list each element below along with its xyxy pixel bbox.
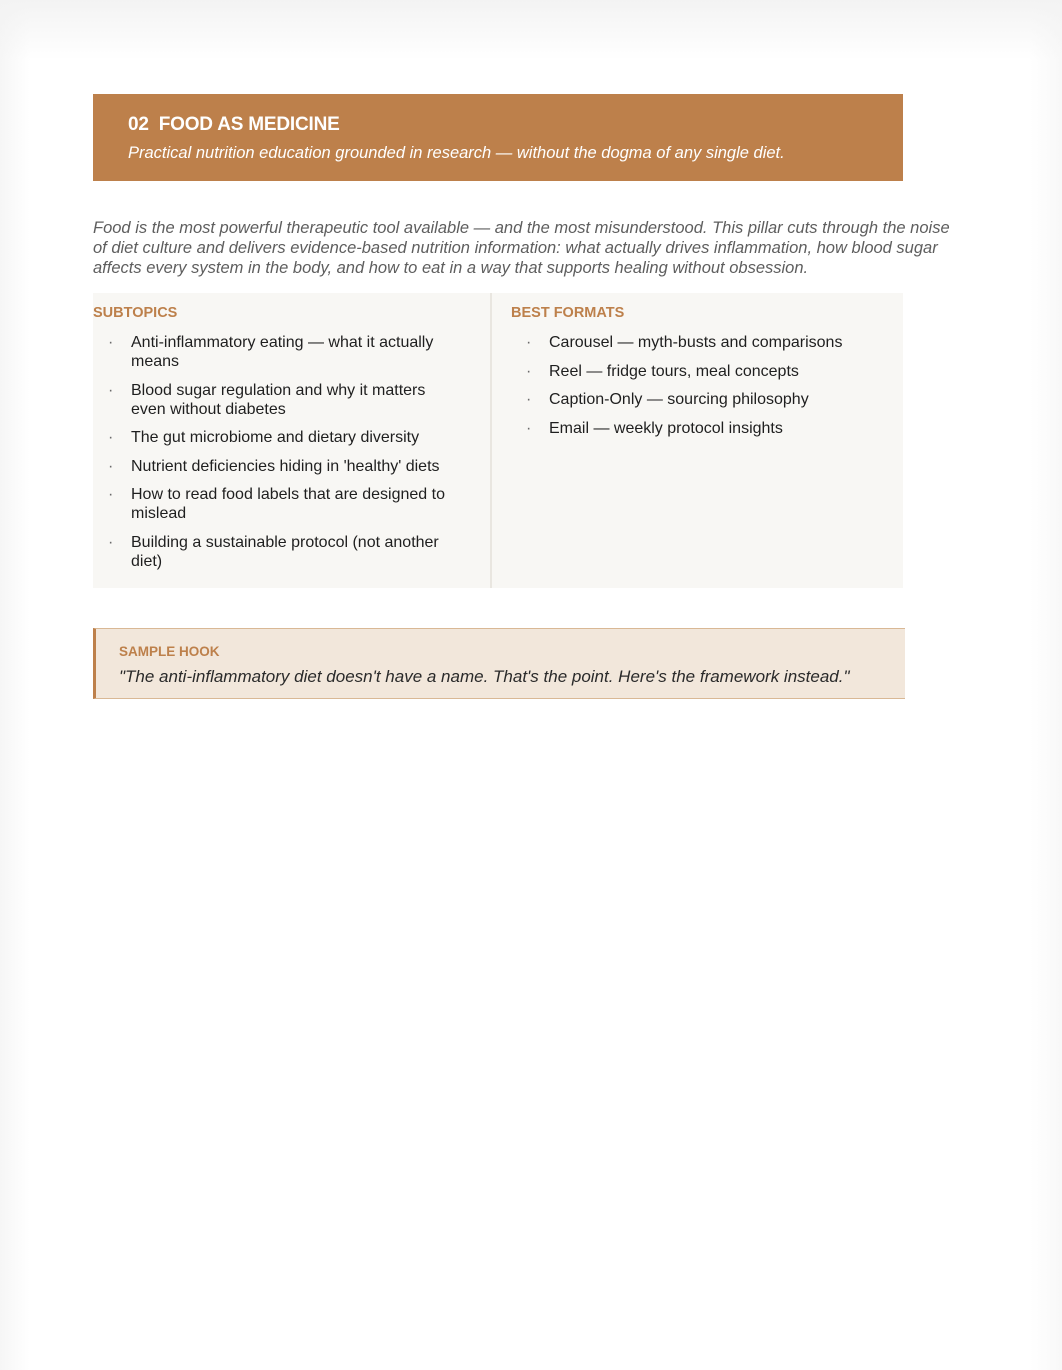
list-item: · Email — weekly protocol insights bbox=[526, 419, 783, 437]
bullet-icon: · bbox=[526, 419, 532, 437]
sample-hook-quote: "The anti-inflammatory diet doesn't have a name. That's the point. Here's the framework instead." bbox=[119, 667, 850, 686]
section-subtitle: Practical nutrition education grounded in research — without the dogma of any single diet. bbox=[128, 144, 785, 162]
sample-hook-callout bbox=[93, 628, 905, 699]
list-item: · Carousel — myth-busts and comparisons bbox=[526, 334, 843, 351]
list-item: · The gut microbiome and dietary diversity bbox=[108, 429, 420, 446]
formats-heading: BEST FORMATS bbox=[511, 305, 625, 321]
subtopics-heading: SUBTOPICS bbox=[93, 305, 178, 321]
list-item: · How to read food labels that are designed to mislead bbox=[108, 486, 445, 522]
sample-hook-label: SAMPLE HOOK bbox=[119, 644, 220, 659]
formats-column bbox=[492, 293, 903, 588]
subtopics-list bbox=[93, 333, 490, 571]
bullet-icon: · bbox=[108, 334, 114, 351]
list-item: · Anti-inflammatory eating — what it actually means bbox=[108, 334, 434, 370]
subtopics-column bbox=[93, 293, 492, 588]
bullet-icon: · bbox=[108, 457, 114, 475]
list-item: · Building a sustainable protocol (not another diet) bbox=[108, 533, 439, 570]
section-title-text: FOOD AS MEDICINE bbox=[158, 114, 340, 135]
bullet-icon: · bbox=[526, 362, 532, 380]
list-item: · Blood sugar regulation and why it matters even without diabetes bbox=[108, 381, 426, 418]
bullet-icon: · bbox=[108, 381, 114, 399]
page-shadow bbox=[0, 0, 1062, 60]
section-header bbox=[93, 94, 903, 181]
list-item: · Nutrient deficiencies hiding in 'healthy' diets bbox=[108, 457, 440, 475]
bullet-icon: · bbox=[108, 533, 114, 551]
bullet-icon: · bbox=[526, 334, 532, 351]
bullet-icon: · bbox=[108, 429, 114, 446]
section-title bbox=[128, 114, 903, 136]
details-panel bbox=[93, 293, 903, 588]
list-item: · Reel — fridge tours, meal concepts bbox=[526, 362, 799, 380]
list-item: · Caption-Only — sourcing philosophy bbox=[526, 391, 809, 408]
bullet-icon: · bbox=[526, 391, 532, 408]
formats-list bbox=[511, 333, 903, 438]
bullet-icon: · bbox=[108, 486, 114, 503]
section-number: 02 bbox=[128, 114, 149, 135]
intro-paragraph: Food is the most powerful therapeutic tool available — and the most misunderstood. This pillar cuts through the noise of diet culture and delivers evidence-based nutrition information: what actually drives inflammation, how blood sugar affects every system in the body, and how to eat in a way that supports healing without obsession. bbox=[93, 219, 950, 277]
